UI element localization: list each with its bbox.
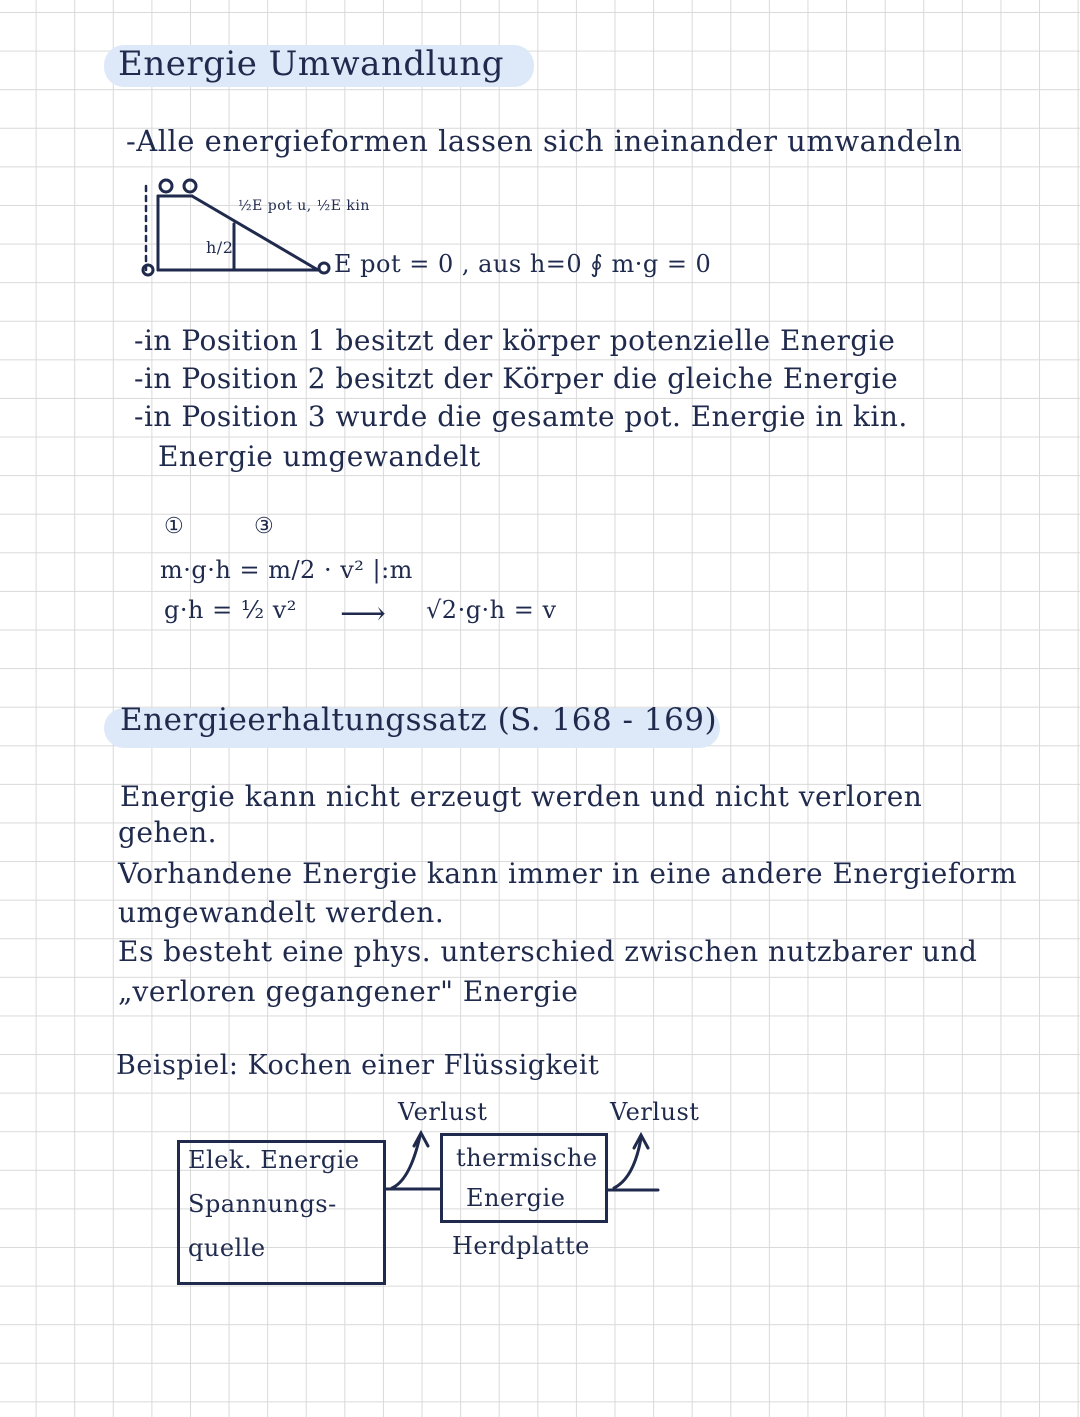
formula-marker-3: ③ [254, 514, 275, 539]
box2-line-2: Energie [466, 1184, 566, 1212]
loss-label-2: Verlust [610, 1098, 700, 1126]
formula-arrow: ⟶ [340, 594, 387, 632]
paragraph-line-6: „verloren gegangener" Energie [118, 975, 579, 1008]
section-title-energieerhaltungssatz: Energieerhaltungssatz (S. 168 - 169) [120, 702, 718, 738]
diagram-mid-energy-label: ½E pot u, ½E kin [238, 198, 370, 214]
paragraph-line-4: umgewandelt werden. [118, 896, 445, 929]
diagram-height-label: h/2 [206, 238, 234, 257]
example-heading: Beispiel: Kochen einer Flüssigkeit [116, 1050, 600, 1081]
formula-line-2: g·h = ½ v² [164, 596, 297, 624]
bullet-position-3-continued: Energie umgewandelt [158, 440, 481, 473]
paragraph-line-2: gehen. [118, 816, 218, 849]
intro-line: -Alle energieformen lassen sich ineinander umwandeln [126, 124, 963, 158]
paragraph-line-5: Es besteht eine phys. unterschied zwischen nutzbarer und [118, 935, 978, 968]
formula-marker-1: ① [164, 514, 185, 539]
formula-line-1: m·g·h = m/2 · v² |:m [160, 556, 413, 584]
bullet-position-1: -in Position 1 besitzt der körper potenzielle Energie [134, 324, 896, 357]
paragraph-line-1: Energie kann nicht erzeugt werden und nicht verloren [120, 780, 923, 813]
loss-label-1: Verlust [398, 1098, 488, 1126]
bullet-position-2: -in Position 2 besitzt der Körper die gleiche Energie [134, 362, 899, 395]
box1-line-3: quelle [188, 1234, 266, 1262]
box2-caption: Herdplatte [452, 1232, 590, 1260]
bullet-position-3: -in Position 3 wurde die gesamte pot. Energie in kin. [134, 400, 908, 433]
box1-line-1: Elek. Energie [188, 1146, 360, 1174]
formula-result: √2·g·h = v [426, 596, 557, 624]
box1-line-2: Spannungs- [188, 1190, 337, 1218]
loss-arrow-1-head [414, 1133, 428, 1146]
box2-line-1: thermische [456, 1144, 598, 1172]
diagram-bottom-label: E pot = 0 , aus h=0 ∮ m·g = 0 [334, 250, 712, 278]
paragraph-line-3: Vorhandene Energie kann immer in eine andere Energieform [118, 857, 1017, 890]
section-title-energie-umwandlung: Energie Umwandlung [118, 44, 505, 84]
